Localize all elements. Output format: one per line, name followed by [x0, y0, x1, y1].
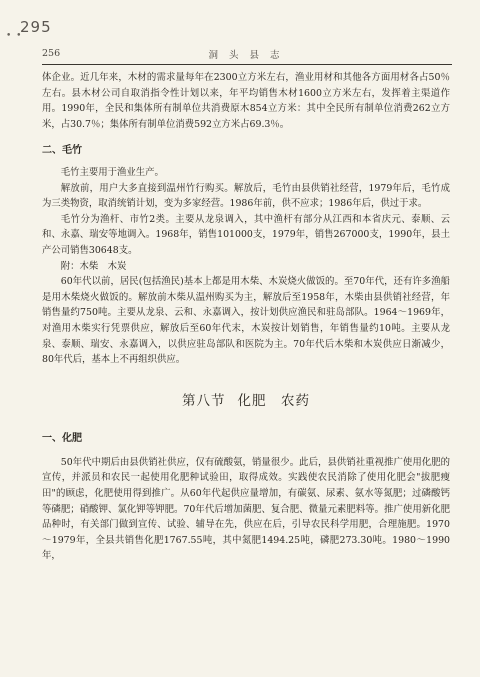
intro-paragraph: 体企业。近几年来，木材的需求量每年在2300立方米左右，渔业用材和其他各方面用材各占50％左右。县木材公司自取消指令性计划以来，年平均销售木材1600立方米左右，发挥着主渠道作用。1990年，全民和集体所有制单位共消费原木854立方米：其中全民所有制单位消费262立方米，占30.7％；集体所有制单位消费592立方米占69.3％。 — [42, 72, 450, 130]
firewood-heading: 附：木柴 木炭 — [60, 260, 127, 272]
bamboo-paragraph-3: 毛竹分为渔杆、市竹2类。主要从龙泉调入，其中渔杆有部分从江西和本省庆元、泰顺、云和、永嘉、瑞安等地调入。1968年，销售101000支，1979年，销售267000支，1990年，县土产公司销售30648支。 — [42, 213, 450, 256]
section-title — [42, 394, 450, 410]
stamp-marks: • • — [6, 31, 23, 41]
fertilizer-heading: 一、化肥 — [42, 433, 82, 445]
header-rule — [42, 64, 452, 65]
section-number: 第八节 — [182, 392, 226, 409]
bamboo-heading: 二、毛竹 — [42, 145, 82, 157]
bamboo-paragraph-1: 毛竹主要用于渔业生产。 — [60, 166, 164, 178]
page-body — [42, 70, 450, 564]
archive-stamp-number: 295 — [20, 18, 52, 36]
page-header — [42, 46, 450, 64]
section-name: 化肥 农药 — [237, 392, 310, 409]
firewood-paragraph: 60年代以前，居民(包括渔民)基本上都是用木柴、木炭烧火做饭的。至70年代，还有许多渔船是用木柴烧火做饭的。解放前木柴从温州购买为主，解放后至1958年，木柴由县供销社经营，年销售量约750吨。主要从龙泉、云和、永嘉调入，按计划供应渔民和驻岛部队。1964～1969年，对渔用木柴实行凭票供应，解放后至60年代末，木炭按计划销售，年销售量约10吨。主要从龙泉、泰顺、瑞安、永嘉调入，以供应驻岛部队和医院为主。70年代后木柴和木炭供应日渐减少，80年代后，基本上不再组织供应。 — [42, 276, 450, 366]
page-number: 256 — [42, 48, 61, 59]
book-title: 洞 头 县 志 — [208, 50, 284, 61]
bamboo-paragraph-2: 解放前，用户大多直接到温州竹行购买。解放后，毛竹由县供销社经营，1979年后，毛竹成为三类物资，取消统销计划，变为多家经营。1986年前，供不应求；1986年后，供过于求。 — [42, 182, 450, 210]
fertilizer-paragraph: 50年代中期后由县供销社供应，仅有硫酸氨，销量很少。此后，县供销社重视推广使用化肥的宣传，并派员和农民一起使用化肥种试验田，取得成效。实践使农民消除了使用化肥会"拔肥瘦田"的顾虑，化肥使用得到推广。从60年代起供应量增加，有碳氨、尿素、氨水等氮肥；过磷酸钙等磷肥；硝酸钾、氯化钾等钾肥。70年代后增加菌肥、复合肥、微量元素肥料等。推广使用新化肥品种时，有关部门做到宣传、试验、辅导在先，供应在后，引导农民科学用肥，合理施肥。1970～1979年，全县共销售化肥1767.55吨，其中氮肥1494.25吨，磷肥273.30吨。1980～1990年， — [42, 456, 450, 562]
